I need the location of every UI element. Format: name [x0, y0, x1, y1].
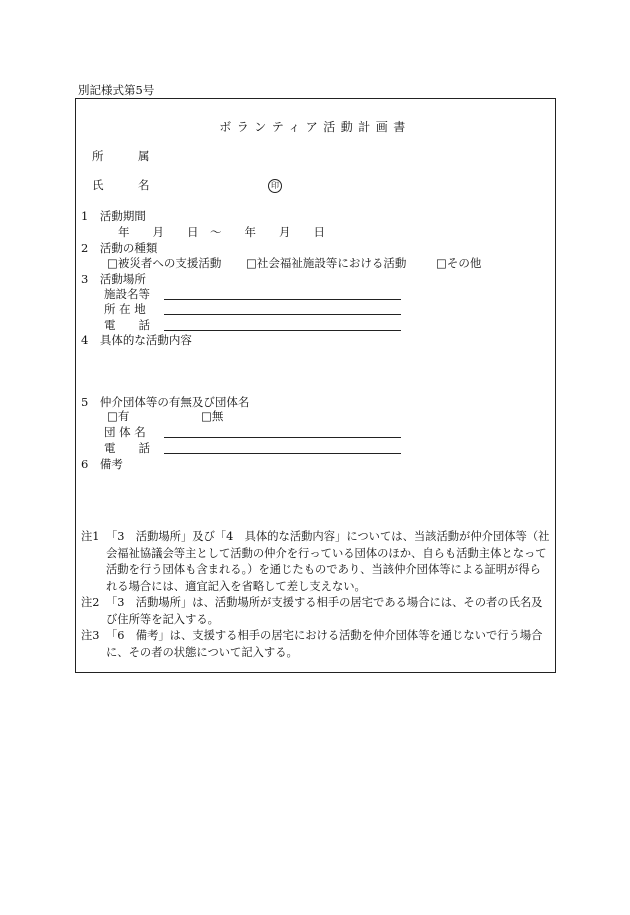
name-label: 氏 名: [92, 178, 150, 192]
form-number: 別記様式第5号: [78, 83, 155, 97]
seal-mark: [268, 178, 282, 193]
phone-label: 電 話: [104, 318, 150, 332]
note-text: 「3 活動場所」は、活動場所が支援する相手の居宅である場合には、その者の氏名及び住所等を記入する。: [106, 596, 543, 626]
group-name-field[interactable]: [164, 437, 401, 438]
note-text: 「6 備考」は、支援する相手の居宅における活動を仲介団体等を通じないで行う場合に、その者の状態について記入する。: [106, 629, 543, 659]
note-text: 「3 活動場所」及び「4 具体的な活動内容」については、当該活動が仲介団体等（社会福祉協議会等主として活動の仲介を行っている団体のほか、自らも活動主体となって活動を行う団体も含まれる。）を通じたものであり、当該仲介団体等による証明が得られる場合には、適宜記入を省略して差し支えない。: [106, 530, 550, 593]
note-2: [81, 595, 551, 628]
intermediary-no[interactable]: □無: [201, 409, 224, 423]
section-1-title: 1 活動期間: [81, 209, 146, 223]
note-1: [81, 529, 551, 595]
section-3-title: 3 活動場所: [81, 272, 146, 286]
option-other[interactable]: □その他: [436, 256, 482, 270]
group-name-label: 団 体 名: [104, 425, 146, 439]
seal-icon: 印: [268, 179, 282, 193]
address-label: 所 在 地: [104, 302, 146, 316]
activity-period[interactable]: 年 月 日 ～ 年 月 日: [118, 225, 325, 239]
section-6-title: 6 備考: [81, 457, 123, 471]
section-2-title: 2 活動の種類: [81, 241, 158, 255]
facility-name-field[interactable]: [164, 299, 401, 300]
facility-name-label: 施設名等: [104, 287, 150, 301]
option-welfare-facility[interactable]: □社会福祉施設等における活動: [246, 256, 407, 270]
group-phone-field[interactable]: [164, 453, 401, 454]
address-field[interactable]: [164, 314, 401, 315]
phone-field[interactable]: [164, 330, 401, 331]
affiliation-label: 所 属: [92, 149, 150, 163]
form-title: ボランティア活動計画書: [219, 120, 411, 134]
note-label: 注2: [81, 596, 100, 609]
notes: [81, 529, 551, 661]
note-label: 注1: [81, 530, 100, 543]
option-disaster-support[interactable]: □被災者への支援活動: [107, 256, 222, 270]
group-phone-label: 電 話: [104, 441, 150, 455]
note-label: 注3: [81, 629, 100, 642]
note-3: [81, 628, 551, 661]
section-5-title: 5 仲介団体等の有無及び団体名: [81, 395, 250, 409]
intermediary-yes[interactable]: □有: [107, 409, 130, 423]
section-4-title: 4 具体的な活動内容: [81, 333, 192, 347]
